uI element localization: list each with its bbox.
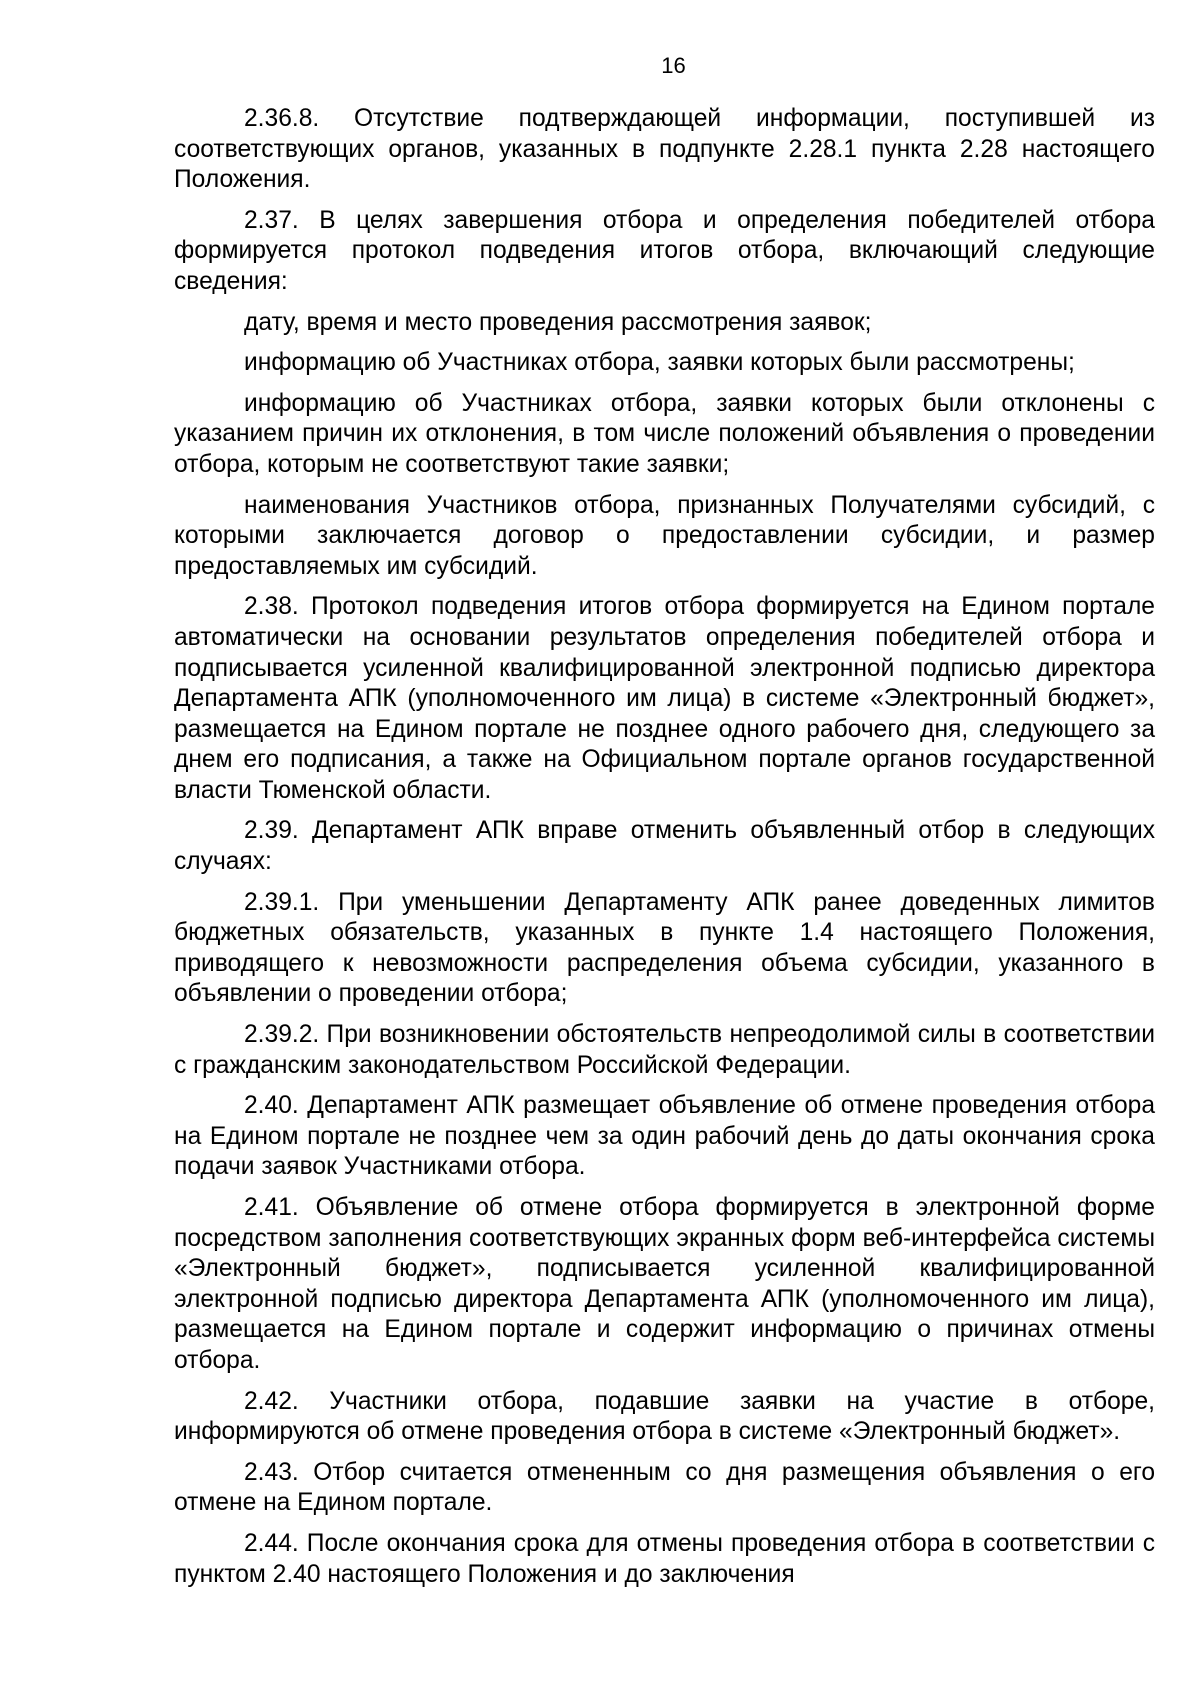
paragraph-2-37: 2.37. В целях завершения отбора и определения победителей отбора формируется протокол подведения итогов отбора, включающий следующие сведения: xyxy=(174,206,1155,295)
paragraph-2-39-2: 2.39.2. При возникновении обстоятельств непреодолимой силы в соответствии с гражданским законодательством Российской Федерации. xyxy=(174,1021,1155,1079)
list-item-rejected-participants: информацию об Участниках отбора, заявки которых были отклонены с указанием причин их отклонения, в том числе положений объявления о проведении отбора, которым не соответствуют такие заявки; xyxy=(174,389,1155,478)
paragraph-2-44: 2.44. После окончания срока для отмены проведения отбора в соответствии с пунктом 2.40 настоящего Положения и до заключения xyxy=(174,1529,1155,1588)
list-item-considered-participants: информацию об Участниках отбора, заявки которых были рассмотрены; xyxy=(244,349,1075,377)
list-item-recipients: наименования Участников отбора, признанных Получателями субсидий, с которыми заключается договор о предоставлении субсидии, и размер предоставляемых им субсидий. xyxy=(174,491,1155,580)
paragraph-2-43: 2.43. Отбор считается отмененным со дня размещения объявления о его отмене на Едином портале. xyxy=(174,1458,1155,1517)
paragraph-2-40: 2.40. Департамент АПК размещает объявление об отмене проведения отбора на Едином портале не позднее чем за один рабочий день до даты окончания срока подачи заявок Участниками отбора. xyxy=(174,1092,1155,1181)
page-number: 16 xyxy=(661,53,686,78)
paragraph-2-39: 2.39. Департамент АПК вправе отменить объявленный отбор в следующих случаях: xyxy=(174,817,1155,876)
paragraph-2-42: 2.42. Участники отбора, подавшие заявки на участие в отборе, информируются об отмене проведения отбора в системе «Электронный бюджет». xyxy=(174,1387,1155,1446)
list-item-date-time-place: дату, время и место проведения рассмотрения заявок; xyxy=(244,308,872,336)
paragraph-2-36-8: 2.36.8. Отсутствие подтверждающей информации, поступившей из соответствующих органов, указанных в подпункте 2.28.1 пункта 2.28 настоящего Положения. xyxy=(174,105,1155,194)
paragraph-2-39-1: 2.39.1. При уменьшении Департаменту АПК ранее доведенных лимитов бюджетных обязательств, указанных в пункте 1.4 настоящего Положения, приводящего к невозможности распределения объема субсидии, указанного в объявлении о проведении отбора; xyxy=(174,888,1155,1008)
paragraph-2-38: 2.38. Протокол подведения итогов отбора формируется на Едином портале автоматически на основании результатов определения победителей отбора и подписывается усиленной квалифицированной электронной подписью директора Департамента АПК (уполномоченного им лица) в системе «Электронный бюджет», размещается на Едином портале не позднее одного рабочего дня, следующего за днем его подписания, а также на Официальном портале органов государственной власти Тюменской области. xyxy=(174,593,1155,804)
paragraph-2-41: 2.41. Объявление об отмене отбора формируется в электронной форме посредством заполнения соответствующих экранных форм веб-интерфейса системы «Электронный бюджет», подписывается усиленной квалифицированной электронной подписью директора Департамента АПК (уполномоченного им лица), размещается на Едином портале и содержит информацию о причинах отмены отбора. xyxy=(174,1194,1155,1374)
